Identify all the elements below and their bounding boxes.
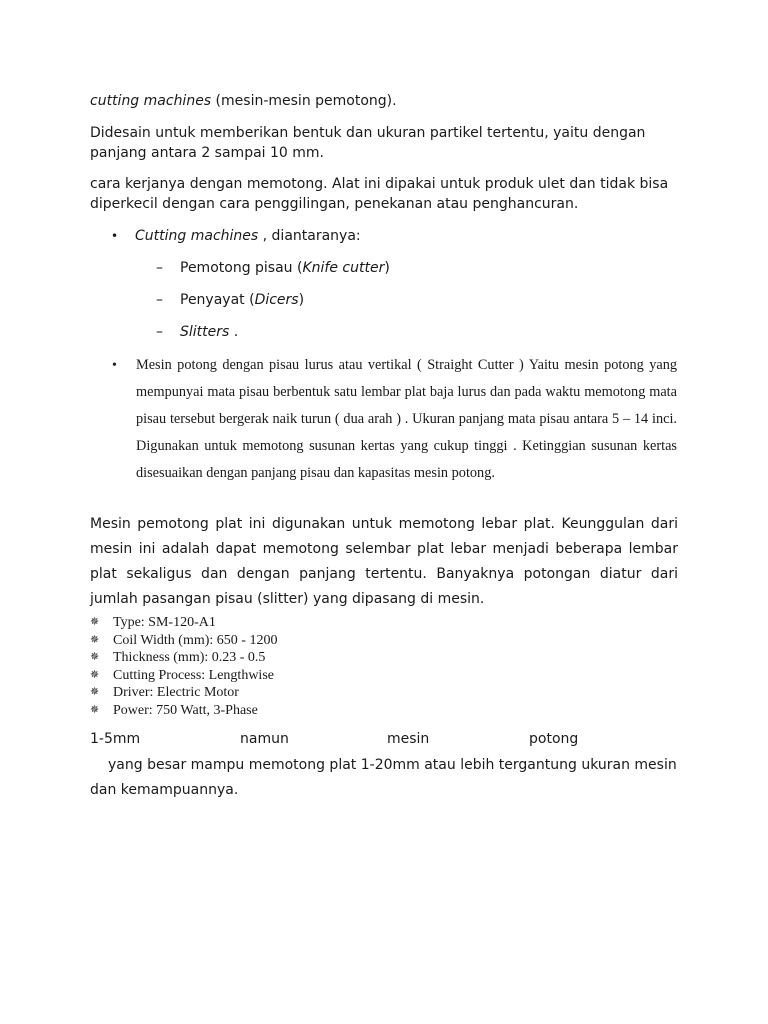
- dash-italic: Dicers: [254, 292, 299, 308]
- bullet-italic: Cutting machines: [135, 228, 259, 244]
- list-item: [90, 632, 490, 650]
- word-1-5mm: 1-5mm: [90, 731, 141, 747]
- star-icon: ✵: [90, 686, 100, 698]
- bullet-marker: •: [111, 229, 119, 243]
- spec-text: Coil Width (mm): 650 - 1200: [113, 632, 278, 648]
- list-item: [90, 667, 490, 685]
- word-potong: potong: [529, 731, 579, 747]
- straight-cutter-text: Mesin potong dengan pisau lurus atau vertikal ( Straight Cutter ) Yaitu mesin potong yang mempunyai mata pisau berbentuk satu lembar plat baja lurus dan pada waktu memotong mata pisau tersebut bergerak naik turun ( dua arah ) . Ukuran panjang mata pisau antara 5 – 14 inci. Digunakan untuk memotong susunan kertas yang cukup tinggi . Ketinggian susunan kertas disesuaikan dengan panjang pisau dan kapasitas mesin potong.: [136, 357, 677, 481]
- spaced-word-line: [90, 729, 590, 751]
- dash-marker: –: [156, 260, 163, 276]
- paragraph-capacity: yang besar mampu memotong plat 1-20mm atau lebih tergantung ukuran mesin dan kemampuannya.: [90, 757, 677, 798]
- star-icon: ✵: [90, 616, 100, 628]
- star-icon: ✵: [90, 668, 100, 681]
- dash-text: Pemotong pisau (: [180, 260, 303, 276]
- dash-text-after: ): [298, 292, 305, 308]
- list-item: [90, 614, 490, 632]
- dash-italic: Knife cutter: [302, 260, 385, 276]
- intro-rest: (mesin-mesin pemotong).: [211, 93, 397, 109]
- dash-item-knife-cutter: [156, 258, 390, 278]
- spec-text: Type: SM-120-A1: [113, 615, 216, 630]
- paragraph-slitter-machine: Mesin pemotong plat ini digunakan untuk memotong lebar plat. Keunggulan dari mesin ini adalah dapat memotong selembar plat lebar menjadi beberapa lembar plat sekaligus dan dengan panjang tertentu. Banyaknya potongan diatur dari jumlah pasangan pisau (slitter) yang dipasang di mesin.: [90, 516, 678, 607]
- spec-text: Power: 750 Watt, 3-Phase: [113, 702, 258, 718]
- word-namun: namun: [240, 731, 289, 747]
- spec-text: Cutting Process: Lengthwise: [113, 667, 274, 683]
- list-item: [90, 702, 490, 720]
- dash-text-after: ): [384, 260, 390, 276]
- intro-line: [90, 91, 680, 111]
- dash-marker: –: [156, 292, 163, 308]
- spec-text: Thickness (mm): 0.23 - 0.5: [113, 650, 266, 665]
- dash-text: Penyayat (: [180, 292, 255, 308]
- star-icon: ✵: [90, 651, 100, 663]
- star-icon: ✵: [90, 703, 100, 716]
- bullet-rest: , diantaranya:: [258, 228, 361, 244]
- bullet-marker: •: [112, 358, 117, 373]
- list-item: [90, 684, 490, 702]
- word-mesin: mesin: [387, 731, 430, 747]
- list-item: [90, 649, 490, 667]
- spec-list: [90, 614, 490, 719]
- bullet-cutting-machines: [111, 226, 361, 246]
- dash-italic: Slitters: [180, 324, 230, 340]
- paragraph-working-method: cara kerjanya dengan memotong. Alat ini dipakai untuk produk ulet dan tidak bisa diperkecil dengan cara penggilingan, penekanan atau penghancuran.: [90, 176, 669, 212]
- spec-text: Driver: Electric Motor: [113, 685, 239, 700]
- intro-italic: cutting machines: [90, 93, 212, 109]
- dash-marker: –: [156, 324, 163, 340]
- dash-item-slitters: [156, 322, 239, 342]
- dash-text-after: .: [229, 324, 239, 340]
- bullet-straight-cutter: [112, 352, 677, 487]
- star-icon: ✵: [90, 633, 100, 646]
- dash-item-dicers: [156, 290, 305, 310]
- paragraph-description: Didesain untuk memberikan bentuk dan ukuran partikel tertentu, yaitu dengan panjang antara 2 sampai 10 mm.: [90, 125, 646, 161]
